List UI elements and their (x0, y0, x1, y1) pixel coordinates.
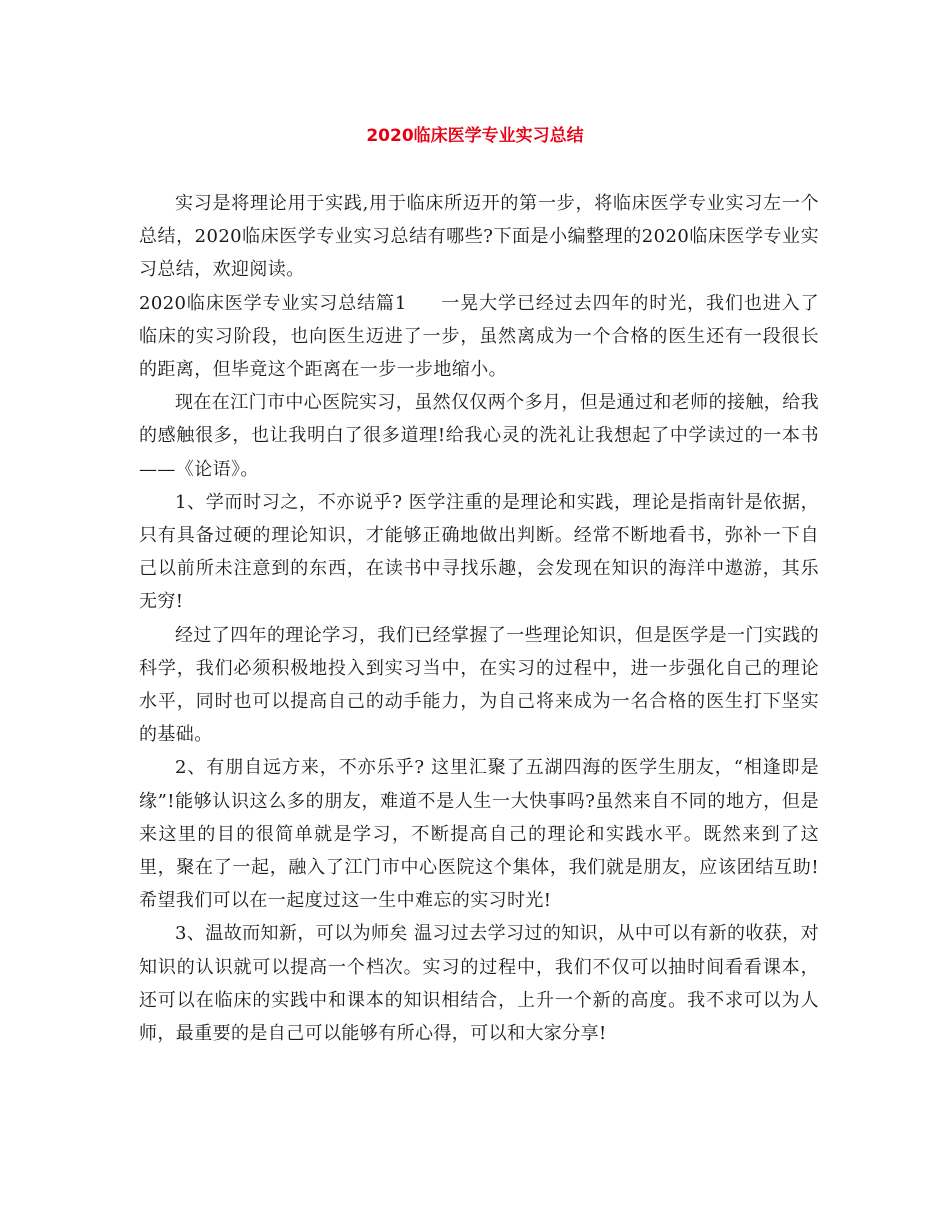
paragraph-theory: 经过了四年的理论学习，我们已经掌握了一些理论知识，但是医学是一门实践的科学，我们必须积极地投入到实习当中，在实习的过程中，进一步强化自己的理论水平，同时也可以提高自己的动手能力，为自己将来成为一名合格的医生打下坚实的基础。 (139, 624, 819, 746)
paragraph-section-1-text: 一晃大学已经过去四年的时光，我们也进入了临床的实习阶段，也向医生迈进了一步，虽然离成为一个合格的医生还有一段很长的距离，但毕竟这个距离在一步一步地缩小。 (139, 292, 819, 381)
paragraph-section-1 (139, 287, 819, 387)
section-heading: 2020临床医学专业实习总结篇1 (139, 292, 407, 314)
paragraph-point-3: 3、温故而知新，可以为师矣 温习过去学习过的知识，从中可以有新的收获，对知识的认识就可以提高一个档次。实习的过程中，我们不仅可以抽时间看看课本，还可以在临床的实践中和课本的知识相结合，上升一个新的高度。我不求可以为人师，最重要的是自己可以能够有所心得，可以和大家分享! (139, 923, 819, 1045)
document-title: 2020临床医学专业实习总结 (366, 126, 584, 146)
document-body (139, 187, 819, 1050)
paragraph-hospital: 现在在江门市中心医院实习，虽然仅仅两个多月，但是通过和老师的接触，给我的感触很多，也让我明白了很多道理!给我心灵的洗礼让我想起了中学读过的一本书——《论语》。 (139, 392, 819, 480)
paragraph-point-2: 2、有朋自远方来，不亦乐乎? 这里汇聚了五湖四海的医学生朋友，“相逢即是缘”!能够认识这么多的朋友，难道不是人生一大快事吗?虽然来自不同的地方，但是来这里的目的很简单就是学习，不断提高自己的理论和实践水平。既然来到了这里，聚在了一起，融入了江门市中心医院这个集体，我们就是朋友，应该团结互助!希望我们可以在一起度过这一生中难忘的实习时光! (139, 757, 819, 912)
paragraph-point-1: 1、学而时习之，不亦说乎? 医学注重的是理论和实践，理论是指南针是依据，只有具备过硬的理论知识，才能够正确地做出判断。经常不断地看书，弥补一下自己以前所未注意到的东西，在读书中寻找乐趣，会发现在知识的海洋中遨游，其乐无穷! (139, 491, 819, 613)
paragraph-intro: 实习是将理论用于实践,用于临床所迈开的第一步，将临床医学专业实习左一个总结，2020临床医学专业实习总结有哪些?下面是小编整理的2020临床医学专业实习总结，欢迎阅读。 (139, 193, 819, 281)
